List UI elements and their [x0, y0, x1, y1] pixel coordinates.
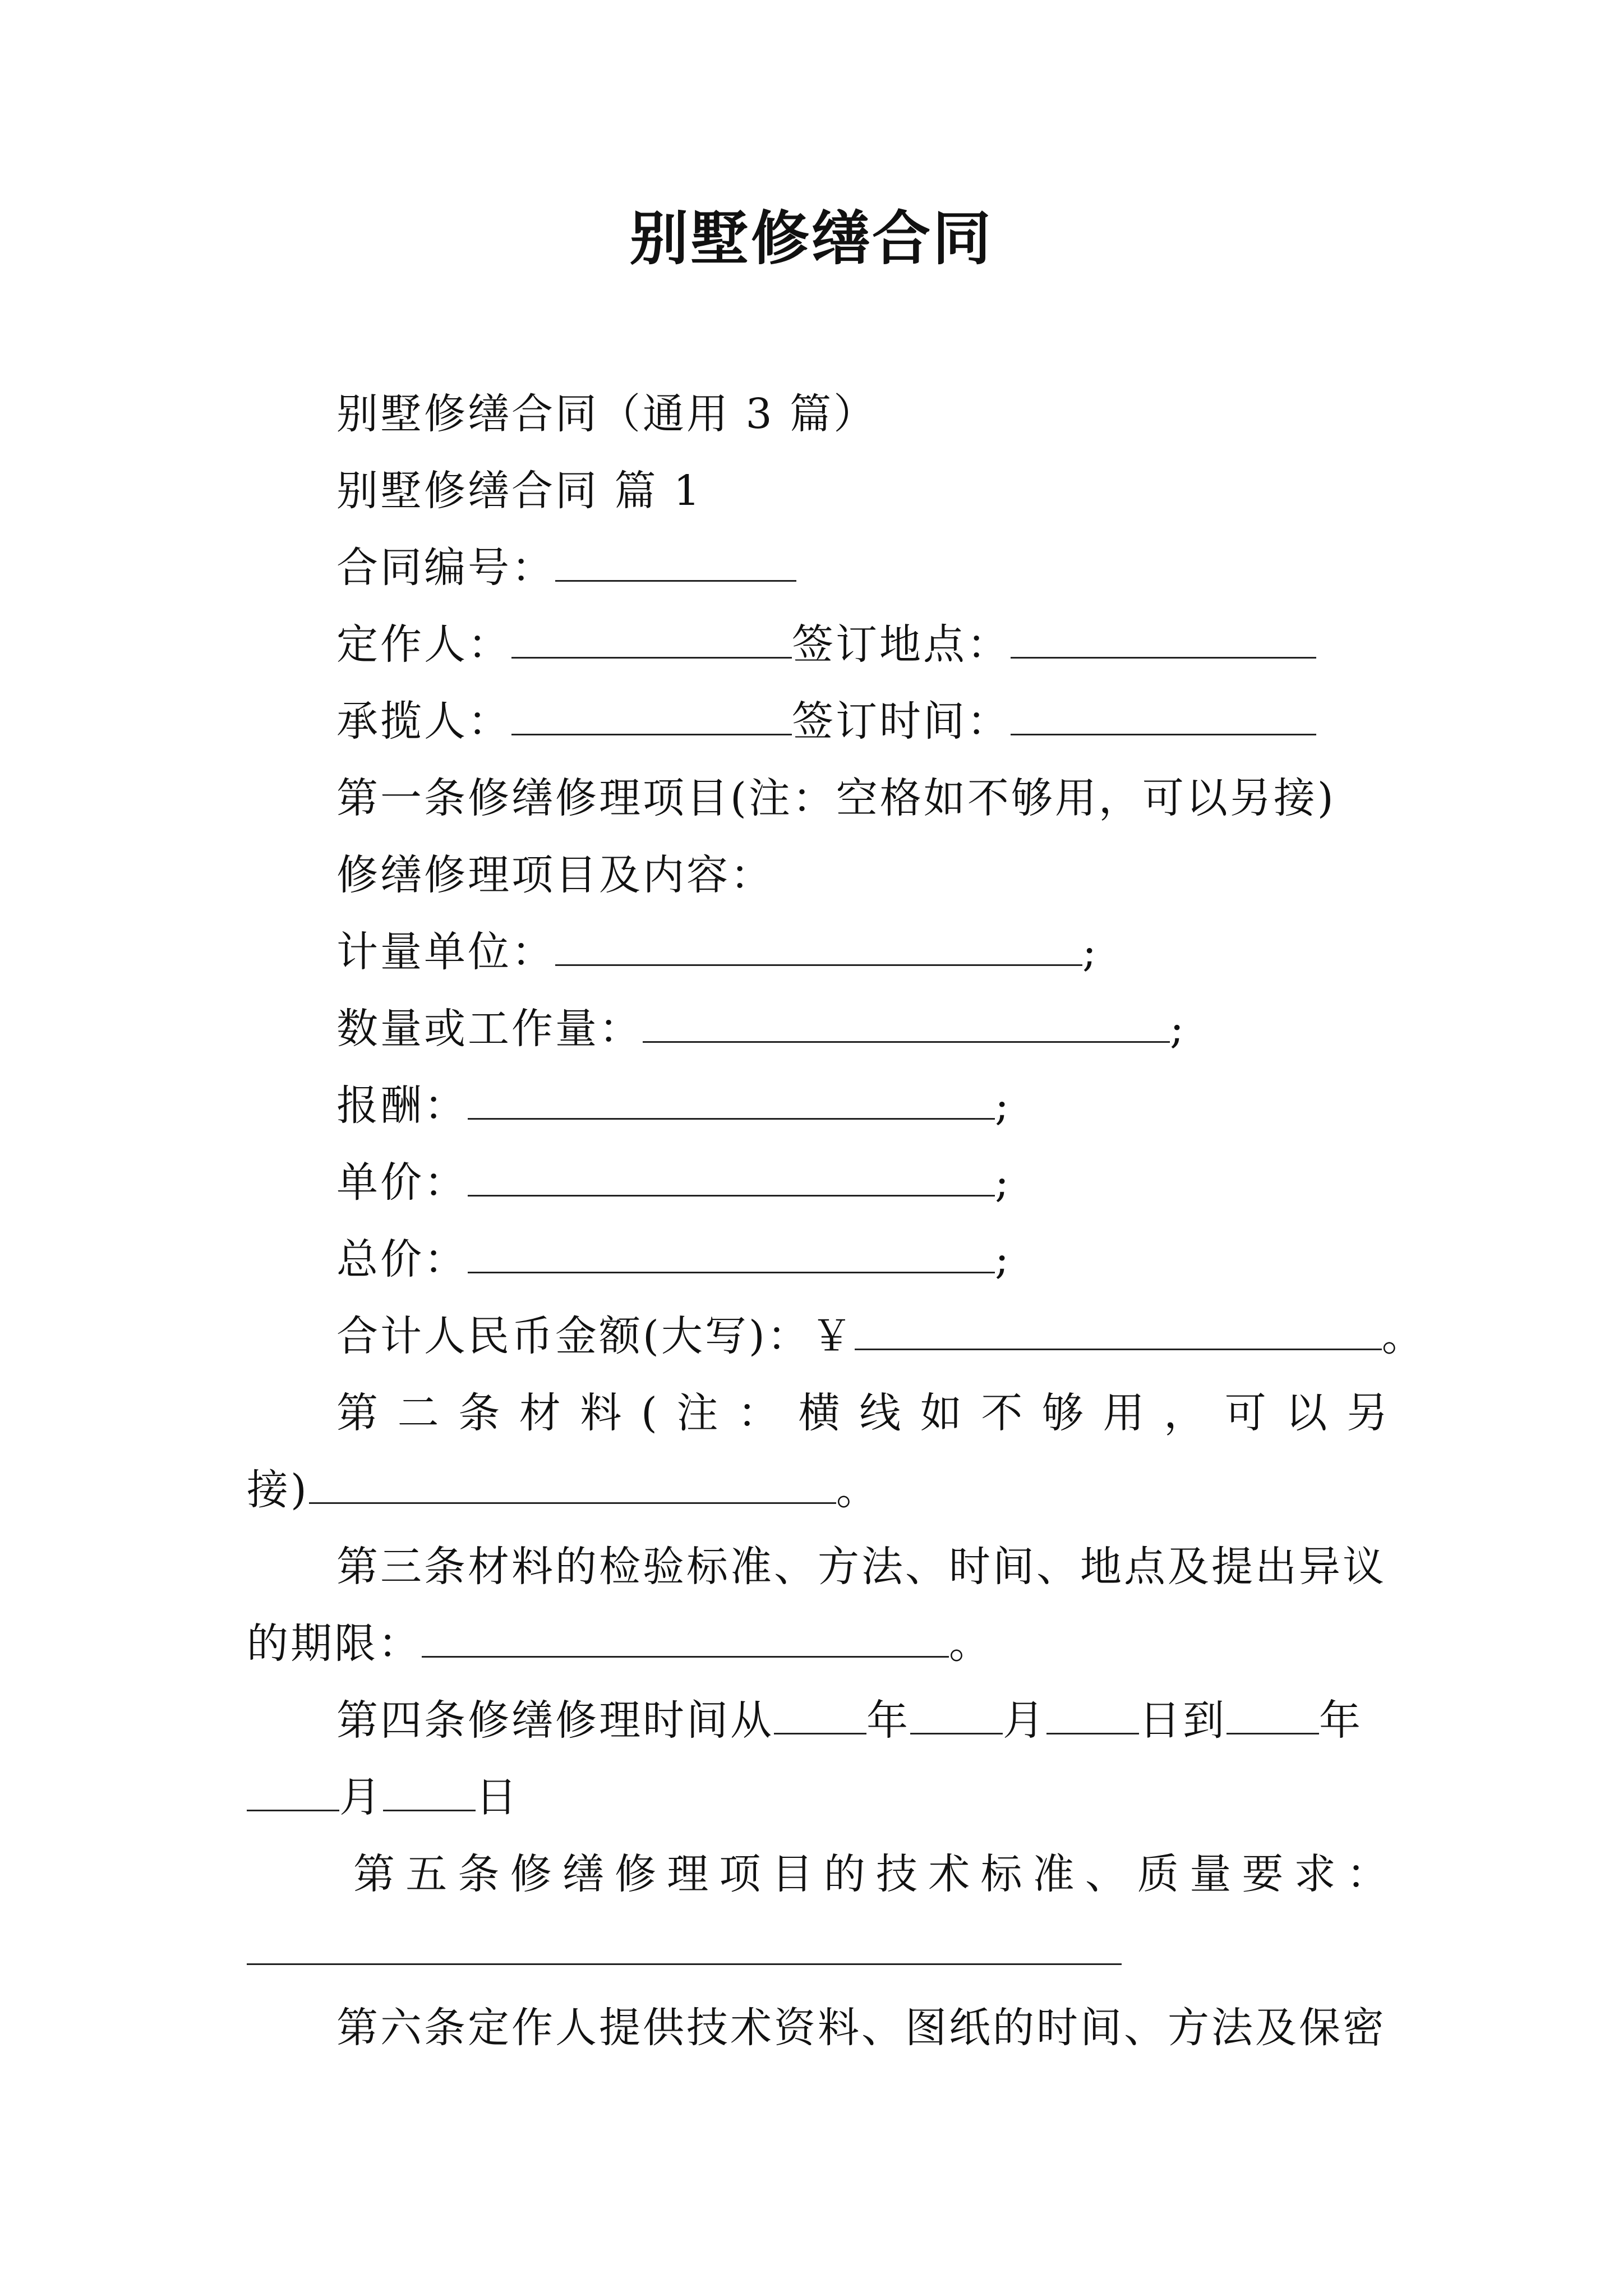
- unit-blank: [555, 925, 1082, 966]
- char: ：: [1346, 1850, 1388, 1898]
- total-price-semicolon: ;: [995, 1235, 1011, 1283]
- char: 线: [859, 1389, 901, 1437]
- article-two-line: [336, 1385, 1388, 1441]
- char: (: [640, 1389, 657, 1437]
- start-year-blank: [774, 1694, 866, 1734]
- char: 准: [1032, 1850, 1075, 1898]
- article-four-continuation: [247, 1769, 519, 1825]
- article-four-line: [336, 1692, 1363, 1749]
- day-to-label: 日到: [1139, 1696, 1227, 1745]
- signing-place-label: 签订地点：: [792, 620, 1011, 669]
- char: 术: [928, 1850, 970, 1898]
- month-label: 月: [1003, 1696, 1046, 1745]
- remuneration-label: 报酬：: [336, 1082, 468, 1130]
- article-two-tail: 接): [247, 1466, 309, 1514]
- unit-price-semicolon: ;: [995, 1158, 1011, 1207]
- char: 另: [1346, 1389, 1388, 1437]
- day-label: 日: [476, 1773, 519, 1821]
- items-content-line: [336, 847, 774, 903]
- items-content-text: 修缮修理项目及内容：: [336, 851, 774, 899]
- section-heading: [336, 463, 702, 519]
- unit-price-line: [336, 1154, 1011, 1211]
- char: 理: [667, 1850, 709, 1898]
- objection-period-label: 的期限：: [247, 1619, 422, 1668]
- char: 如: [920, 1389, 962, 1437]
- unit-line: [336, 924, 1099, 980]
- unit-price-label: 单价：: [336, 1158, 468, 1207]
- quantity-line: [336, 1001, 1186, 1057]
- objection-period-line: [247, 1616, 993, 1672]
- total-amount-line: [336, 1308, 1426, 1364]
- char: 可: [1224, 1389, 1266, 1437]
- article-four-text: 第四条修缮修理时间从: [336, 1696, 774, 1745]
- char: 第: [336, 1389, 378, 1437]
- article-two-continuation: [247, 1462, 880, 1518]
- signing-place-blank: [1011, 618, 1316, 659]
- orderer-label: 定作人：: [336, 620, 511, 669]
- article-five-line: [353, 1846, 1388, 1902]
- materials-blank: [309, 1463, 836, 1504]
- char: 量: [1189, 1850, 1232, 1898]
- char: 缮: [562, 1850, 604, 1898]
- subtitle-text: 别墅修缮合同（通用 3 篇）: [336, 390, 878, 438]
- char: 料: [580, 1389, 622, 1437]
- contractor-label: 承揽人：: [336, 697, 511, 746]
- article-one-line: [336, 770, 1336, 826]
- total-amount-label: 合计人民币金额(大写)：￥: [336, 1312, 855, 1360]
- article-six-text: 第六条定作人提供技术资料、图纸的时间、方法及保密: [336, 2004, 1386, 2052]
- char: ，: [1164, 1389, 1206, 1437]
- signing-time-blank: [1011, 694, 1316, 735]
- char: 质: [1137, 1850, 1179, 1898]
- remuneration-semicolon: ;: [995, 1082, 1011, 1130]
- char: 、: [1085, 1850, 1127, 1898]
- quantity-semicolon: ;: [1170, 1005, 1186, 1053]
- document-title: 别墅修缮合同: [629, 204, 993, 273]
- char: 五: [405, 1850, 448, 1898]
- section-heading-text: 别墅修缮合同 篇 1: [336, 467, 703, 515]
- unit-semicolon: ;: [1082, 928, 1099, 976]
- char: 要: [1242, 1850, 1284, 1898]
- total-price-label: 总价：: [336, 1235, 468, 1283]
- quantity-blank: [643, 1002, 1170, 1043]
- total-price-blank: [468, 1232, 995, 1273]
- char: 标: [980, 1850, 1022, 1898]
- year-label: 年: [1319, 1696, 1363, 1745]
- contractor-blank: [511, 694, 792, 735]
- objection-period-blank: [422, 1617, 949, 1658]
- char: 够: [1042, 1389, 1083, 1437]
- subtitle-line: [336, 386, 877, 442]
- unit-label: 计量单位：: [336, 928, 555, 976]
- signing-time-label: 签订时间：: [792, 697, 1011, 746]
- article-six-line: [336, 2000, 1386, 2056]
- char: 材: [519, 1389, 561, 1437]
- year-label: 年: [866, 1696, 910, 1745]
- char: 修: [510, 1850, 552, 1898]
- contract-number-line: [336, 540, 796, 596]
- total-price-line: [336, 1231, 1011, 1287]
- start-day-blank: [1046, 1694, 1139, 1734]
- char: 以: [1285, 1389, 1327, 1437]
- orderer-blank: [511, 618, 792, 659]
- month-label: 月: [339, 1773, 383, 1821]
- unit-price-blank: [468, 1156, 995, 1197]
- contract-number-blank: [555, 541, 796, 582]
- quantity-label: 数量或工作量：: [336, 1005, 643, 1053]
- char: 注: [676, 1389, 718, 1437]
- article-three-line: [336, 1539, 1386, 1595]
- char: 二: [397, 1389, 439, 1437]
- char: 条: [458, 1389, 500, 1437]
- contract-number-label: 合同编号：: [336, 544, 555, 592]
- objection-period-period: 。: [949, 1619, 993, 1668]
- remuneration-line: [336, 1078, 1011, 1134]
- char: 修: [615, 1850, 657, 1898]
- char: 横: [798, 1389, 840, 1437]
- char: 用: [1103, 1389, 1145, 1437]
- char: 目: [771, 1850, 813, 1898]
- total-amount-period: 。: [1381, 1312, 1426, 1360]
- end-day-blank: [383, 1770, 476, 1811]
- remuneration-blank: [468, 1079, 995, 1120]
- char: 项: [719, 1850, 761, 1898]
- orderer-line: [336, 616, 1316, 673]
- start-month-blank: [910, 1694, 1003, 1734]
- materials-period: 。: [836, 1466, 880, 1514]
- char: 技: [876, 1850, 918, 1898]
- char: 不: [981, 1389, 1023, 1437]
- article-one-text: 第一条修缮修理项目(注：空格如不够用，可以另接): [336, 774, 1336, 822]
- article-three-text: 第三条材料的检验标准、方法、时间、地点及提出异议: [336, 1543, 1386, 1591]
- contractor-line: [336, 693, 1316, 749]
- char: 求: [1294, 1850, 1336, 1898]
- total-amount-blank: [855, 1309, 1382, 1350]
- end-year-blank: [1227, 1694, 1319, 1734]
- char: 的: [823, 1850, 865, 1898]
- quality-requirement-blank: [247, 1963, 1122, 1965]
- char: 条: [458, 1850, 500, 1898]
- end-month-blank: [247, 1770, 339, 1811]
- char: 第: [353, 1850, 395, 1898]
- char: ：: [737, 1389, 780, 1437]
